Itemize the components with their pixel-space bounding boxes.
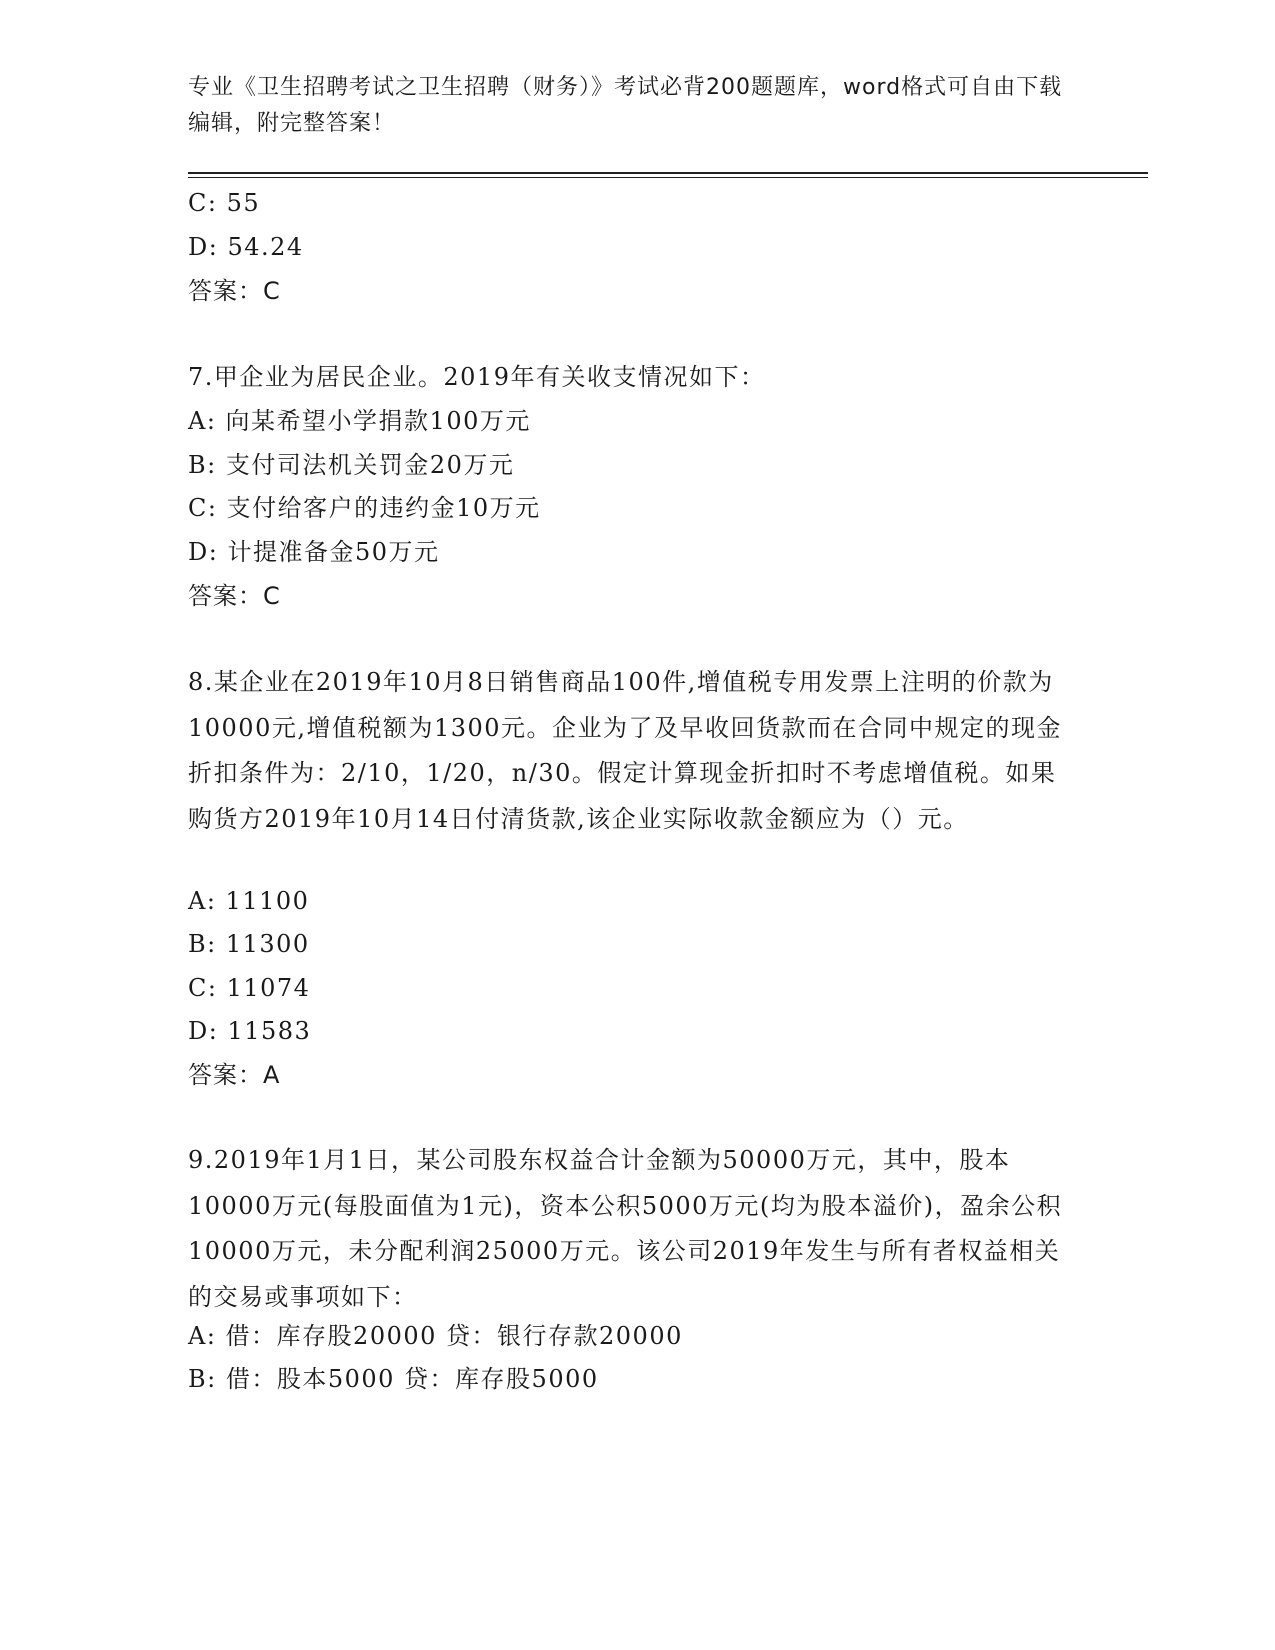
q6-answer: 答案：C <box>188 277 281 305</box>
q7-option-d: D: 计提准备金50万元 <box>188 538 440 566</box>
q6-option-d: D: 54.24 <box>188 233 304 261</box>
q8-option-b: B: 11300 <box>188 930 310 958</box>
q9-option-b: B: 借：股本5000 贷：库存股5000 <box>188 1365 599 1393</box>
q8-option-c: C: 11074 <box>188 974 311 1002</box>
header-divider-thick <box>188 172 1148 174</box>
q8-stem: 8.某企业在2019年10月8日销售商品100件,增值税专用发票上注明的价款为10000元,增值税额为1300元。企业为了及早收回货款而在合同中规定的现金折扣条件为：2/10，1/20，n/30。假定计算现金折扣时不考虑增值税。如果购货方2019年10月14日付清货款,该企业实际收款金额应为（）元。 <box>188 668 1063 833</box>
q9-option-a: A: 借：库存股20000 贷：银行存款20000 <box>188 1322 683 1350</box>
q8-option-d: D: 11583 <box>188 1017 312 1045</box>
q7-option-b: B: 支付司法机关罚金20万元 <box>188 451 515 479</box>
q9-stem: 9.2019年1月1日，某公司股东权益合计金额为50000万元，其中，股本10000万元(每股面值为1元)，资本公积5000万元(均为股本溢价)，盈余公积10000万元，未分配利润25000万元。该公司2019年发生与所有者权益相关的交易或事项如下： <box>188 1146 1063 1311</box>
q7-option-a: A: 向某希望小学捐款100万元 <box>188 407 531 435</box>
document-header-title: 专业《卫生招聘考试之卫生招聘（财务）》考试必背200题题库，word格式可自由下载编辑，附完整答案！ <box>188 75 1063 136</box>
q7-option-c: C: 支付给客户的违约金10万元 <box>188 494 541 522</box>
q7-answer: 答案：C <box>188 582 281 610</box>
q7-stem: 7.甲企业为居民企业。2019年有关收支情况如下： <box>188 363 766 391</box>
q6-option-c: C: 55 <box>188 189 261 217</box>
header-divider-thin <box>188 177 1148 178</box>
q8-option-a: A: 11100 <box>188 887 310 915</box>
q8-answer: 答案：A <box>188 1061 281 1089</box>
